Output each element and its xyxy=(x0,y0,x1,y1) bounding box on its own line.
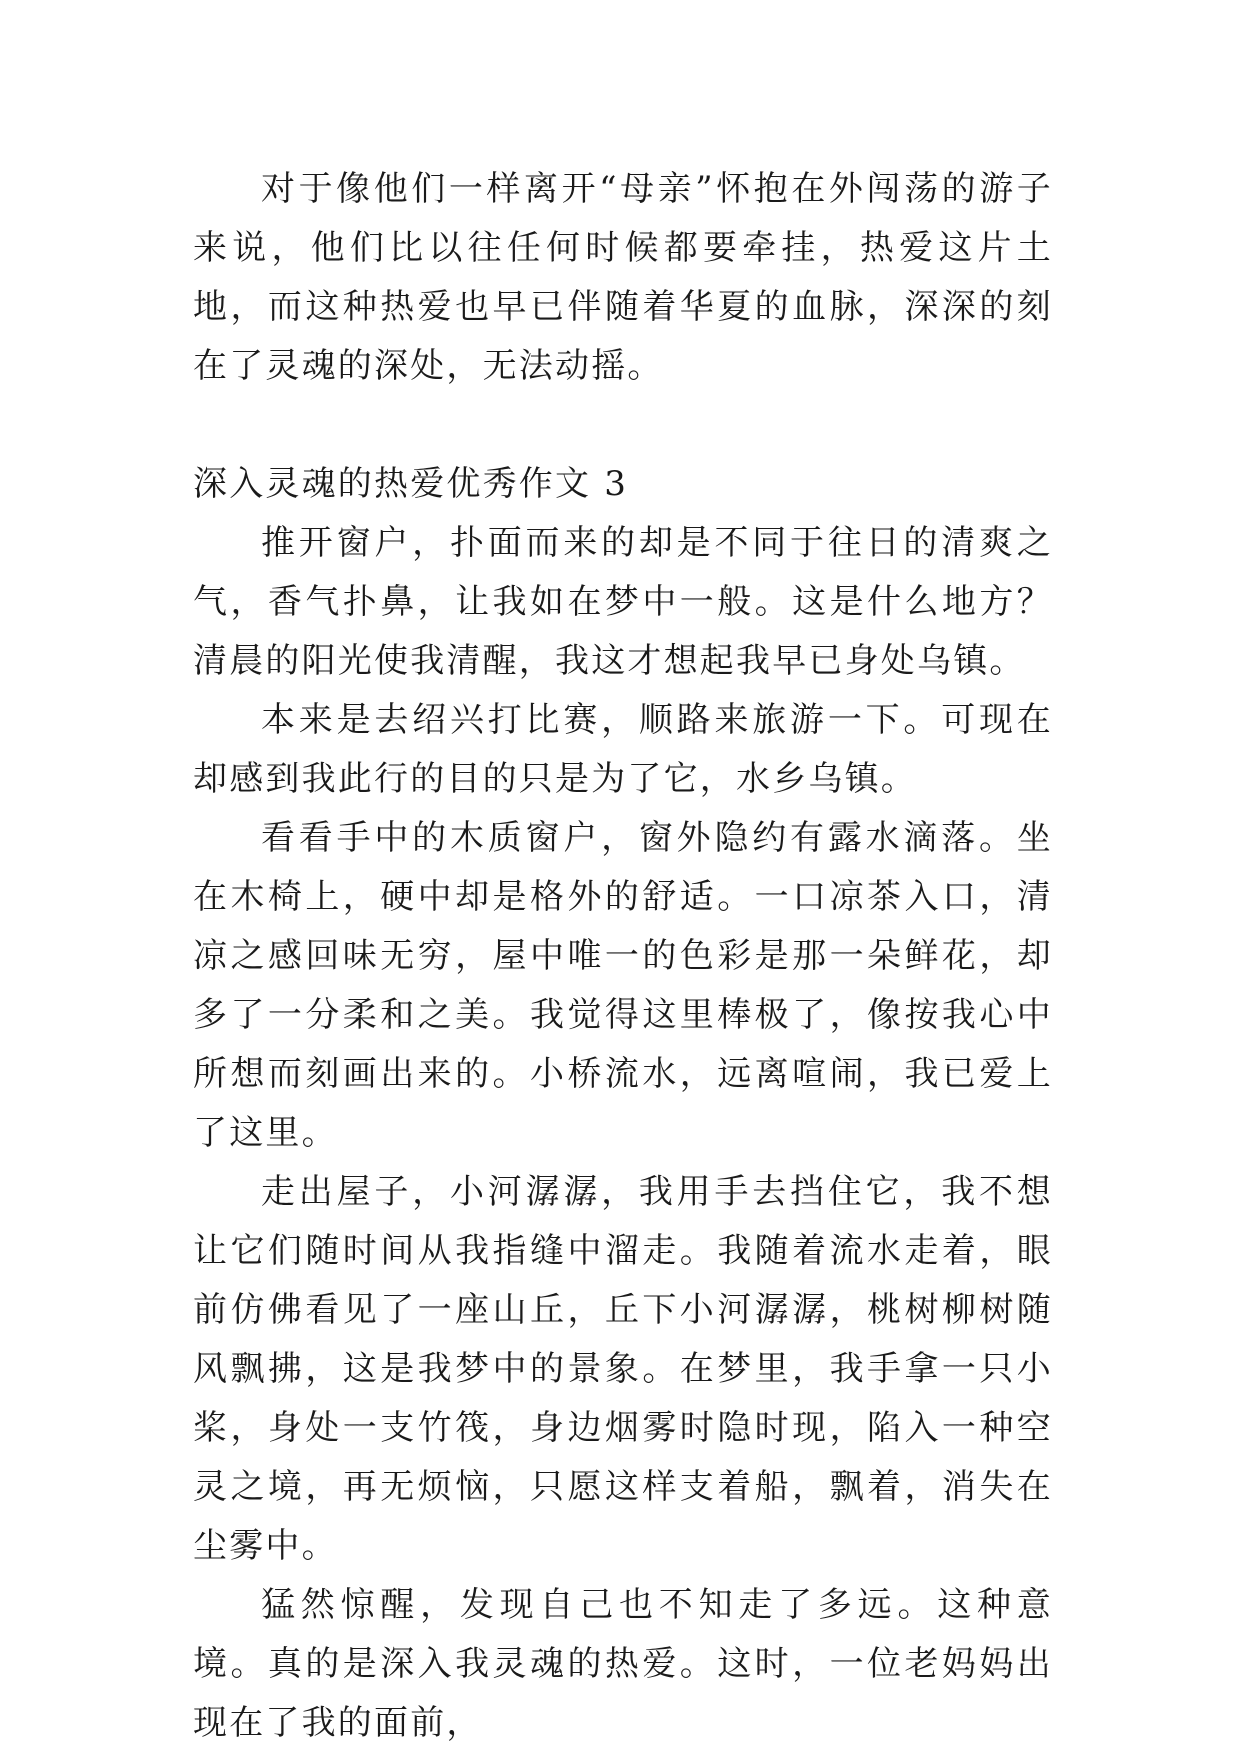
paragraph: 本来是去绍兴打比赛，顺路来旅游一下。可现在却感到我此行的目的只是为了它，水乡乌镇。 xyxy=(193,700,1053,799)
paragraph: 走出屋子，小河潺潺，我用手去挡住它，我不想让它们随时间从我指缝中溜走。我随着流水走着，眼前仿佛看见了一座山丘，丘下小河潺潺，桃树柳树随风飘拂，这是我梦中的景象。在梦里，我手拿一只小桨，身处一支竹筏，身边烟雾时隐时现，陷入一种空灵之境，再无烦恼，只愿这样支着船，飘着，消失在尘雾中。 xyxy=(193,1172,1053,1566)
paragraph: 看看手中的木质窗户，窗外隐约有露水滴落。坐在木椅上，硬中却是格外的舒适。一口凉茶入口，清凉之感回味无穷，屋中唯一的色彩是那一朵鲜花，却多了一分柔和之美。我觉得这里棒极了，像按我心中所想而刻画出来的。小桥流水，远离喧闹，我已爱上了这里。 xyxy=(193,818,1053,1153)
paragraph: 推开窗户，扑面而来的却是不同于往日的清爽之气，香气扑鼻，让我如在梦中一般。这是什么地方？清晨的阳光使我清醒，我这才想起我早已身处乌镇。 xyxy=(193,523,1053,681)
intro-paragraph: 对于像他们一样离开“母亲”怀抱在外闯荡的游子来说，他们比以往任何时候都要牵挂，热爱这片土地，而这种热爱也早已伴随着华夏的血脉，深深的刻在了灵魂的深处，无法动摇。 xyxy=(193,169,1053,386)
section-title: 深入灵魂的热爱优秀作文 3 xyxy=(193,464,629,504)
paragraph: 猛然惊醒，发现自己也不知走了多远。这种意境。真的是深入我灵魂的热爱。这时，一位老妈妈出现在了我的面前， xyxy=(193,1585,1053,1743)
document-body xyxy=(193,160,1053,1753)
